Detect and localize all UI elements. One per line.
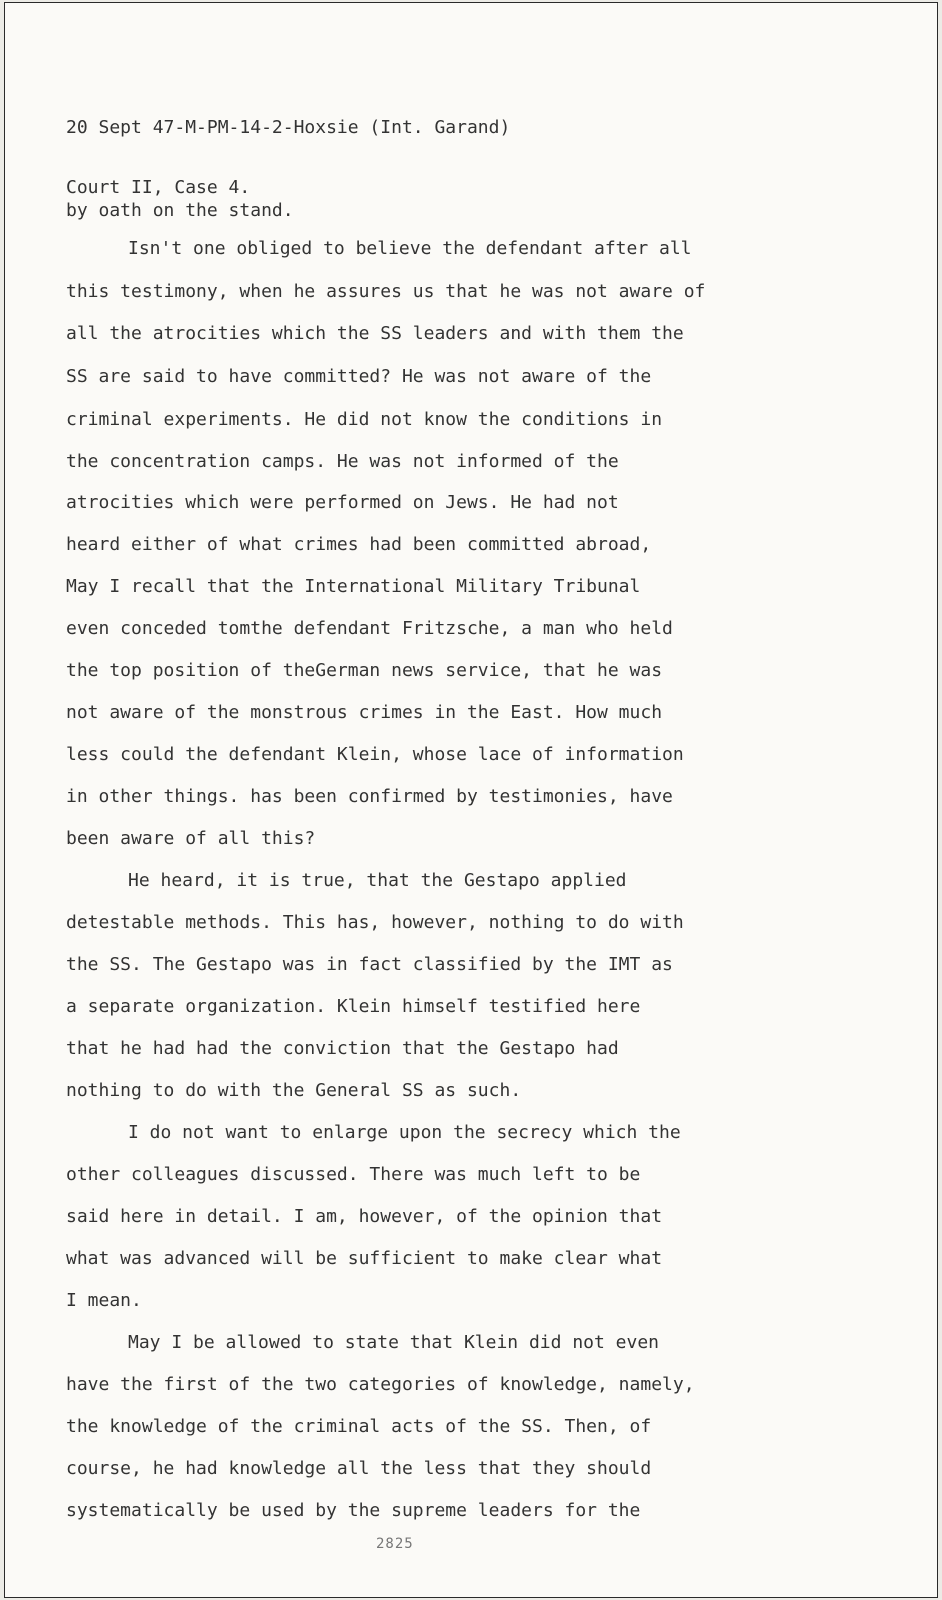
header-line-1: 20 Sept 47-M-PM-14-2-Hoxsie (Int. Garand) bbox=[66, 117, 511, 138]
body-line: He heard, it is true, that the Gestapo applied bbox=[128, 870, 627, 891]
body-line: heard either of what crimes had been committed abroad, bbox=[66, 534, 652, 555]
body-line: this testimony, when he assures us that he was not aware of bbox=[66, 281, 706, 302]
body-line: detestable methods. This has, however, nothing to do with bbox=[66, 912, 684, 933]
body-line: have the first of the two categories of knowledge, namely, bbox=[66, 1374, 695, 1395]
body-line: what was advanced will be sufficient to make clear what bbox=[66, 1248, 663, 1269]
header-line-2: Court II, Case 4. bbox=[66, 177, 251, 198]
body-line: systematically be used by the supreme leaders for the bbox=[66, 1500, 641, 1521]
body-line: a separate organization. Klein himself testified here bbox=[66, 996, 641, 1017]
body-line: May I recall that the International Military Tribunal bbox=[66, 576, 641, 597]
body-line: Isn't one obliged to believe the defendant after all bbox=[128, 238, 692, 259]
body-line: atrocities which were performed on Jews. He had not bbox=[66, 492, 619, 513]
body-line: the concentration camps. He was not informed of the bbox=[66, 451, 619, 472]
body-line: course, he had knowledge all the less that they should bbox=[66, 1458, 652, 1479]
body-line: less could the defendant Klein, whose lace of information bbox=[66, 744, 684, 765]
body-line: I mean. bbox=[66, 1290, 142, 1311]
body-line: even conceded tomthe defendant Fritzsche, a man who held bbox=[66, 618, 673, 639]
body-line: in other things. has been confirmed by testimonies, have bbox=[66, 786, 673, 807]
body-line: SS are said to have committed? He was not aware of the bbox=[66, 366, 652, 387]
body-line: all the atrocities which the SS leaders and with them the bbox=[66, 323, 684, 344]
body-line: other colleagues discussed. There was much left to be bbox=[66, 1164, 641, 1185]
body-line: the top position of theGerman news service, that he was bbox=[66, 660, 663, 681]
body-line: said here in detail. I am, however, of the opinion that bbox=[66, 1206, 663, 1227]
body-line: that he had had the conviction that the Gestapo had bbox=[66, 1038, 619, 1059]
body-line: May I be allowed to state that Klein did not even bbox=[128, 1332, 660, 1353]
body-line: the knowledge of the criminal acts of the SS. Then, of bbox=[66, 1416, 652, 1437]
body-line: not aware of the monstrous crimes in the East. How much bbox=[66, 702, 663, 723]
body-line: I do not want to enlarge upon the secrecy which the bbox=[128, 1122, 681, 1143]
page-number: 2825 bbox=[376, 1536, 414, 1552]
body-line: criminal experiments. He did not know the conditions in bbox=[66, 409, 663, 430]
body-line: by oath on the stand. bbox=[66, 200, 294, 221]
body-line: been aware of all this? bbox=[66, 828, 316, 849]
body-line: the SS. The Gestapo was in fact classified by the IMT as bbox=[66, 954, 673, 975]
body-line: nothing to do with the General SS as such. bbox=[66, 1080, 522, 1101]
